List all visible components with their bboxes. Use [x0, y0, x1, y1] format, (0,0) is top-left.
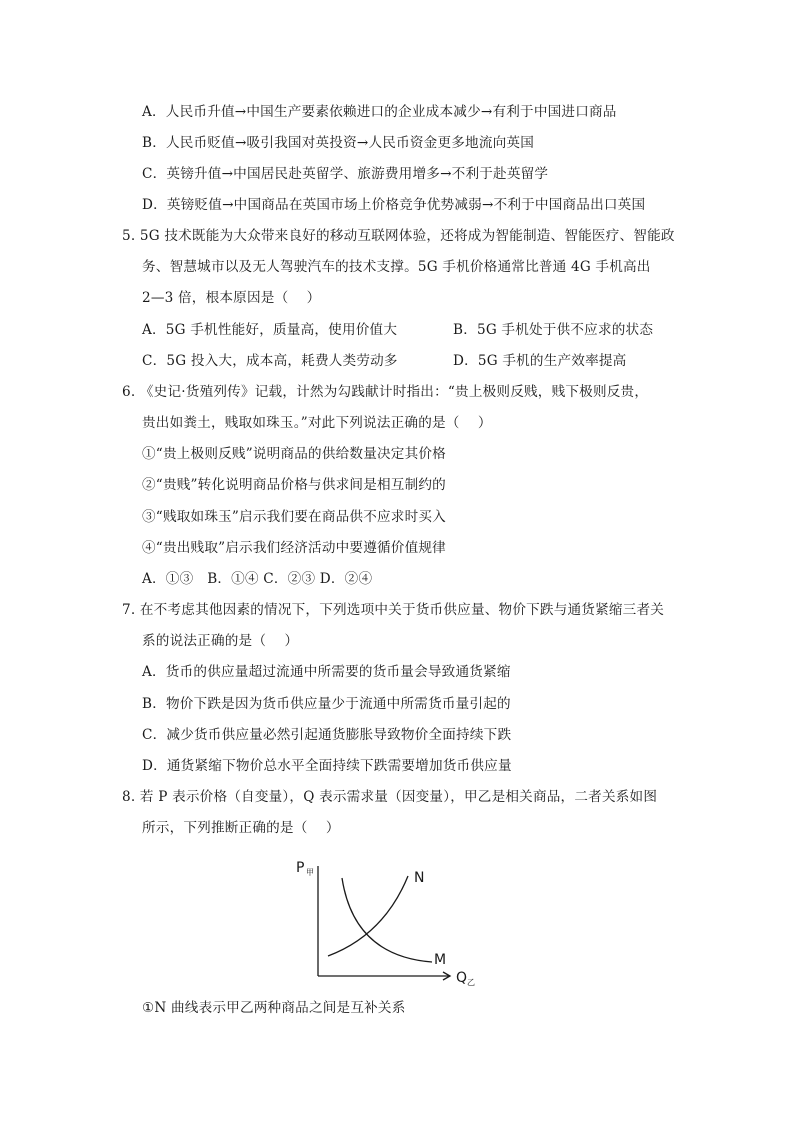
graph-y-label: P [296, 860, 305, 876]
q7-option-a: A．货币的供应量超过流通中所需要的货币量会导致通货紧缩 [142, 664, 511, 680]
q5-options-row-1 [142, 320, 653, 340]
q5-option-d: D．5G 手机的生产效率提高 [453, 353, 627, 369]
q7-option-b: B．物价下跌是因为货币供应量少于流通中所需货币量引起的 [142, 696, 511, 712]
q8-price-demand-graph [290, 850, 490, 990]
q4-option-c: C．英镑升值→中国居民赴英留学、旅游费用增多→不利于赴英留学 [142, 166, 549, 182]
q6-item-2: ②“贵贱”转化说明商品价格与供求间是相互制约的 [142, 477, 446, 493]
curve-n [328, 876, 408, 956]
q8-stem-line-1: 8. 若 P 表示价格（自变量），Q 表示需求量（因变量），甲乙是相关商品，二者关系如图 [122, 789, 658, 805]
q8-item-1: ①N 曲线表示甲乙两种商品之间是互补关系 [142, 1000, 406, 1016]
q5-options-row-2 [142, 351, 626, 371]
q5-stem-line-1: 5. 5G 技术既能为大众带来良好的移动互联网体验，还将成为智能制造、智能医疗、智能政 [122, 228, 675, 244]
q4-option-a: A．人民币升值→中国生产要素依赖进口的企业成本减少→有利于中国进口商品 [142, 104, 617, 120]
q6-item-3: ③“贱取如珠玉”启示我们要在商品供不应求时买入 [142, 509, 446, 525]
q6-stem-line-2: 贵出如粪土，贱取如珠玉。”对此下列说法正确的是（ ） [142, 415, 492, 431]
q5-stem-line-3: 2—3 倍，根本原因是（ ） [142, 290, 321, 306]
q5-stem-line-2: 务、智慧城市以及无人驾驶汽车的技术支撑。5G 手机价格通常比普通 4G 手机高出 [142, 259, 651, 275]
q5-option-b: B．5G 手机处于供不应求的状态 [453, 322, 654, 338]
curve-m [342, 878, 432, 962]
q4-option-d: D．英镑贬值→中国商品在英国市场上价格竞争优势减弱→不利于中国商品出口英国 [142, 197, 646, 213]
curve-n-label: N [414, 870, 425, 886]
q6-item-4: ④“贵出贱取”启示我们经济活动中要遵循价值规律 [142, 540, 446, 556]
graph-x-label: Q [456, 970, 468, 986]
q7-option-d: D．通货紧缩下物价总水平全面持续下跌需要增加货币供应量 [142, 758, 512, 774]
q8-stem-line-2: 所示，下列推断正确的是（ ） [142, 820, 340, 836]
q5-option-c: C．5G 投入大，成本高，耗费人类劳动多 [142, 353, 398, 369]
q7-option-c: C．减少货币供应量必然引起通货膨胀导致物价全面持续下跌 [142, 727, 512, 743]
q6-options: A．①③ B．①④ C．②③ D．②④ [142, 571, 373, 587]
graph-x-label-sub: 乙 [467, 978, 475, 987]
q6-item-1: ①“贵上极则反贱”说明商品的供给数量决定其价格 [142, 446, 446, 462]
curve-m-label: M [434, 952, 447, 968]
q7-stem-line-2: 系的说法正确的是（ ） [142, 633, 299, 649]
q4-option-b: B．人民币贬值→吸引我国对英投资→人民币资金更多地流向英国 [142, 135, 535, 151]
q7-stem-line-1: 7. 在不考虑其他因素的情况下，下列选项中关于货币供应量、物价下跌与通货紧缩三者关 [122, 602, 665, 618]
graph-y-label-sub: 甲 [306, 868, 314, 877]
q5-option-a: A．5G 手机性能好，质量高，使用价值大 [142, 322, 398, 338]
q6-stem-line-1: 6. 《史记·货殖列传》记载，计然为勾践献计时指出：“贵上极则反贱，贱下极则反贵， [122, 384, 649, 400]
